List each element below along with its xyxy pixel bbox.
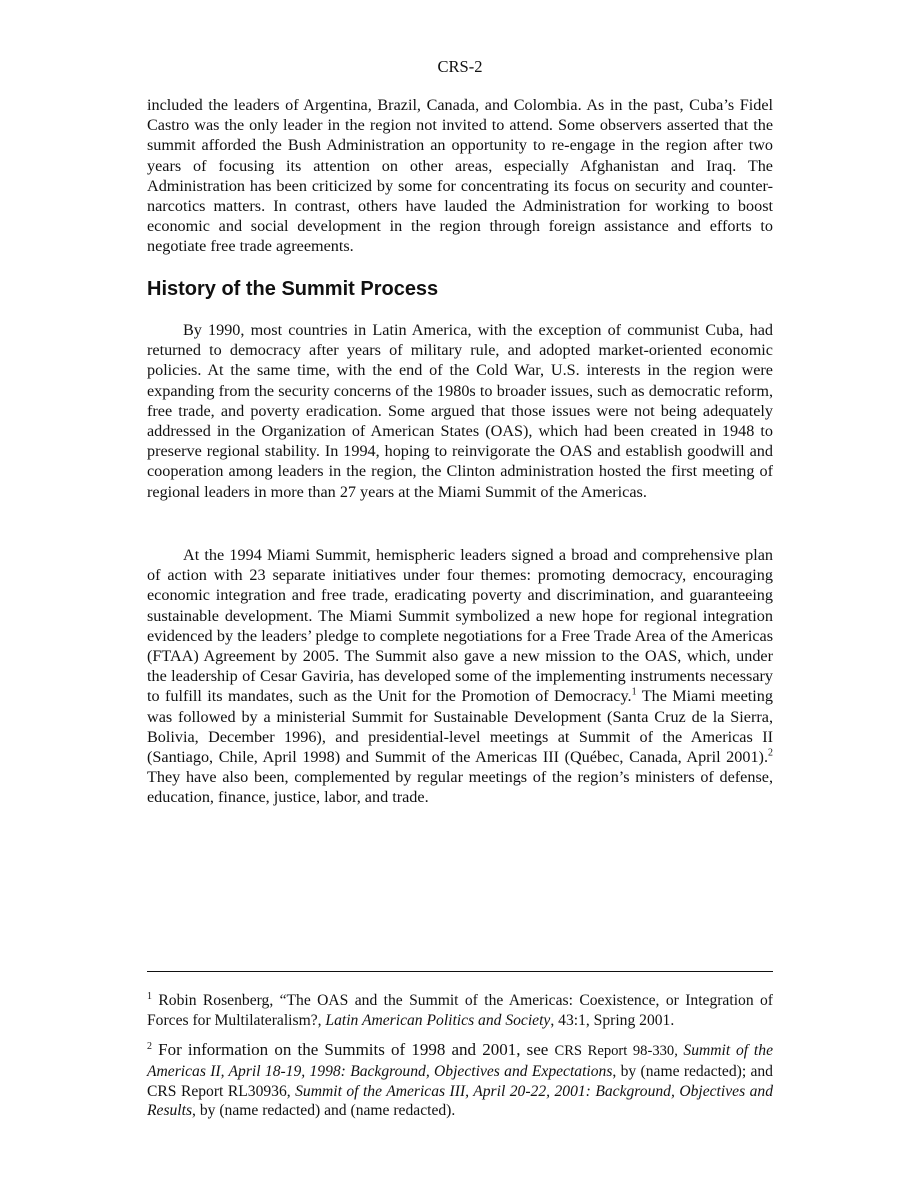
paragraph-text: They have also been, complemented by regular meetings of the region’s ministers of defense, education, finance, justice, labor, and trade. [147, 768, 773, 807]
footnote-2 [147, 1040, 773, 1121]
section-heading: History of the Summit Process [147, 278, 439, 300]
footnote-text: , by (name redacted) and (name redacted). [192, 1102, 456, 1120]
footnote-number: 2 [147, 1040, 152, 1052]
footnote-text: , 43:1, Spring 2001. [550, 1011, 675, 1029]
paragraph-text: At the 1994 Miami Summit, hemispheric leaders signed a broad and comprehensive plan of action with 23 separate initiatives under four themes: promoting democracy, encouraging economic integration and free trade, eradicating poverty and discrimination, and guaranteeing sustainable development. The Miami Summit symbolized a new hope for regional integration evidenced by the leaders’ pledge to complete negotiations for a Free Trade Area of the Americas (FTAA) Agreement by 2005. The Summit also gave a new mission to the OAS, which, under the leadership of Cesar Gaviria, has developed some of the implementing instruments necessary to fulfill its mandates, such as the Unit for the Promotion of Democracy. [147, 546, 773, 706]
footnote-number: 1 [147, 990, 152, 1002]
history-paragraph-1: By 1990, most countries in Latin America, with the exception of communist Cuba, had returned to democracy after years of military rule, and adopted market-oriented economic policies. At the same time, with the end of the Cold War, U.S. interests in the region were expanding from the security concerns of the 1980s to broader issues, such as democratic reform, free trade, and poverty eradication. Some argued that those issues were not being adequately addressed in the Organization of American States (OAS), which had been created in 1948 to preserve regional stability. In 1994, hoping to reinvigorate the OAS and establish goodwill and cooperation among leaders in the region, the Clinton administration hosted the first meeting of regional leaders in more than 27 years at the Miami Summit of the Americas. [147, 321, 773, 501]
footnote-text: For information on the Summits of 1998 and 2001, see [152, 1040, 555, 1059]
journal-title: Latin American Politics and Society [325, 1011, 551, 1029]
footnote-ref-1: 1 [631, 687, 637, 699]
report-reference: CRS Report 98-330, [554, 1043, 684, 1059]
paragraph-text: The Miami meeting was followed by a ministerial Summit for Sustainable Development (Santa Cruz de la Sierra, Bolivia, December 1996), and presidential-level meetings at Summit of the Americas II (Santiago, Chile, April 1998) and Summit of the Americas III (Québec, Canada, April 2001). [147, 687, 773, 767]
history-paragraph-2 [147, 545, 773, 808]
footnote-divider [147, 971, 773, 972]
intro-paragraph: included the leaders of Argentina, Brazil, Canada, and Colombia. As in the past, Cuba’s Fidel Castro was the only leader in the region not invited to attend. Some observers asserted that the summit afforded the Bush Administration an opportunity to re-engage in the region after two years of focusing its attention on other areas, especially Afghanistan and Iraq. The Administration has been criticized by some for concentrating its focus on security and counter-narcotics matters. In contrast, others have lauded the Administration for working to boost economic and social development in the region through foreign assistance and efforts to negotiate free trade agreements. [147, 96, 773, 256]
page-number: CRS-2 [437, 57, 483, 76]
report-title: Summit of the Americas III, April 20-22, 2001: Background, Objectives and Results [147, 1082, 773, 1120]
footnote-text: Robin Rosenberg, “The OAS and the Summit of the Americas: Coexistence, or Integration of Forces for Multilateralism?, [147, 992, 773, 1029]
footnote-1 [147, 991, 773, 1031]
report-title: Summit of the Americas II, April 18-19, 1998: Background, Objectives and Expectations [147, 1042, 773, 1080]
footnote-ref-2: 2 [768, 747, 773, 759]
footnote-text: , by (name redacted); and CRS Report RL30936, [147, 1062, 773, 1100]
